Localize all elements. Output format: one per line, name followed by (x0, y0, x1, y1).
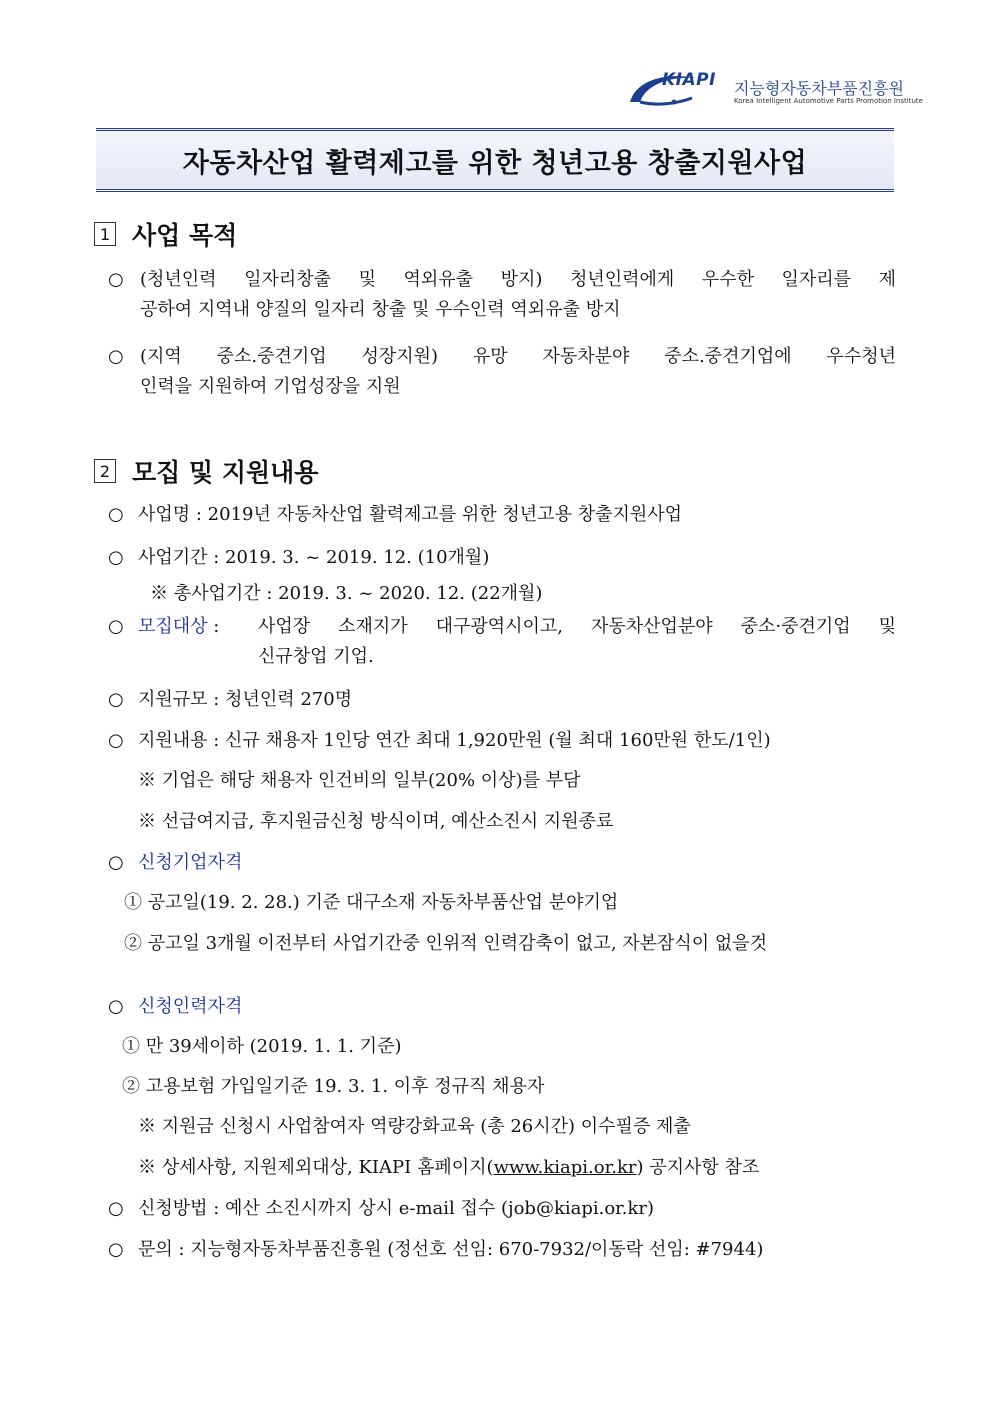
person-qualification-label: 신청인력자격 (138, 996, 243, 1017)
person-note-2-pre: ※ 상세사항, 지원제외대상, KIAPI 홈페이지( (138, 1157, 494, 1178)
person-qualification-2: ② 고용보험 가입일기준 19. 3. 1. 이후 정규직 채용자 (122, 1076, 545, 1097)
section-title: 사업 목적 (132, 221, 238, 250)
project-period: 사업기간 : 2019. 3. ~ 2019. 12. (10개월) (138, 547, 490, 568)
person-note-2-post: ) 공지사항 참조 (636, 1157, 760, 1178)
company-qualification-2: ② 공고일 3개월 이전부터 사업기간중 인위적 인력감축이 없고, 자본잠식이 없을것 (124, 933, 768, 954)
section-2-heading (94, 453, 318, 489)
content-note-2: ※ 선급여지급, 후지원금신청 방식이며, 예산소진시 지원종료 (138, 811, 614, 832)
contact-info: 문의 : 지능형자동차부품진흥원 (정선호 선임: 670-7932/이동락 선임: #7944) (138, 1239, 764, 1260)
apply-method: 신청방법 : 예산 소진시까지 상시 e-mail 접수 (job@kiapi.or.kr) (138, 1198, 655, 1219)
total-period-note: ※ 총사업기간 : 2019. 3. ~ 2020. 12. (22개월) (150, 583, 543, 604)
section-1-heading (94, 216, 237, 252)
bullet-icon: ○ (108, 504, 124, 525)
bullet-icon: ○ (108, 996, 124, 1017)
bullet-icon: ○ (108, 616, 124, 637)
kiapi-logo (626, 62, 923, 112)
purpose-2-line1: (지역 중소.중견기업 성장지원) 유망 자동차분야 중소.중견기업에 우수청년 (140, 346, 896, 367)
section-title: 모집 및 지원내용 (132, 458, 319, 487)
recruit-target (138, 615, 219, 639)
document-title-box (96, 128, 894, 192)
logo-brand: KIAPI (662, 70, 716, 90)
recruit-target-label: 모집대상 (138, 616, 208, 637)
bullet-icon: ○ (108, 346, 124, 367)
bullet-icon: ○ (108, 730, 124, 751)
purpose-1-line1: (청년인력 일자리창출 및 역외유출 방지) 청년인력에게 우수한 일자리를 제 (140, 269, 896, 290)
bullet-icon: ○ (108, 547, 124, 568)
company-qualification-label: 신청기업자격 (138, 852, 243, 873)
purpose-2-line2: 인력을 지원하여 기업성장을 지원 (140, 376, 401, 397)
recruit-target-line2: 신규창업 기업. (258, 646, 374, 667)
kiapi-website-link[interactable]: www.kiapi.or.kr (493, 1157, 637, 1178)
org-name-en: Korea Intelligent Automotive Parts Promotion Institute (734, 97, 923, 105)
bullet-icon: ○ (108, 269, 124, 290)
support-scale: 지원규모 : 청년인력 270명 (138, 689, 353, 710)
person-note-1: ※ 지원금 신청시 사업참여자 역량강화교육 (총 26시간) 이수필증 제출 (138, 1116, 691, 1137)
person-qualification-1: ① 만 39세이하 (2019. 1. 1. 기준) (122, 1036, 402, 1057)
company-qualification-1: ① 공고일(19. 2. 28.) 기준 대구소재 자동차부품산업 분야기업 (124, 892, 619, 913)
bullet-icon: ○ (108, 689, 124, 710)
person-note-2 (138, 1156, 759, 1180)
support-content: 지원내용 : 신규 채용자 1인당 연간 최대 1,920만원 (월 최대 160만원 한도/1인) (138, 730, 771, 751)
section-number: 1 (94, 222, 116, 246)
bullet-icon: ○ (108, 852, 124, 873)
org-name: 지능형자동차부품진흥원 (734, 79, 905, 98)
bullet-icon: ○ (108, 1239, 124, 1260)
bullet-icon: ○ (108, 1198, 124, 1219)
recruit-target-line1: 사업장 소재지가 대구광역시이고, 자동차산업분야 중소·중견기업 및 (258, 616, 896, 637)
purpose-1-line2: 공하여 지역내 양질의 일자리 창출 및 우수인력 역외유출 방지 (140, 299, 621, 320)
document-title: 자동차산업 활력제고를 위한 청년고용 창출지원사업 (182, 147, 808, 179)
project-name: 사업명 : 2019년 자동차산업 활력제고를 위한 청년고용 창출지원사업 (138, 504, 683, 525)
recruit-target-colon: : (207, 616, 220, 637)
content-note-1: ※ 기업은 해당 채용자 인건비의 일부(20% 이상)를 부담 (138, 770, 581, 791)
section-number: 2 (94, 459, 116, 483)
